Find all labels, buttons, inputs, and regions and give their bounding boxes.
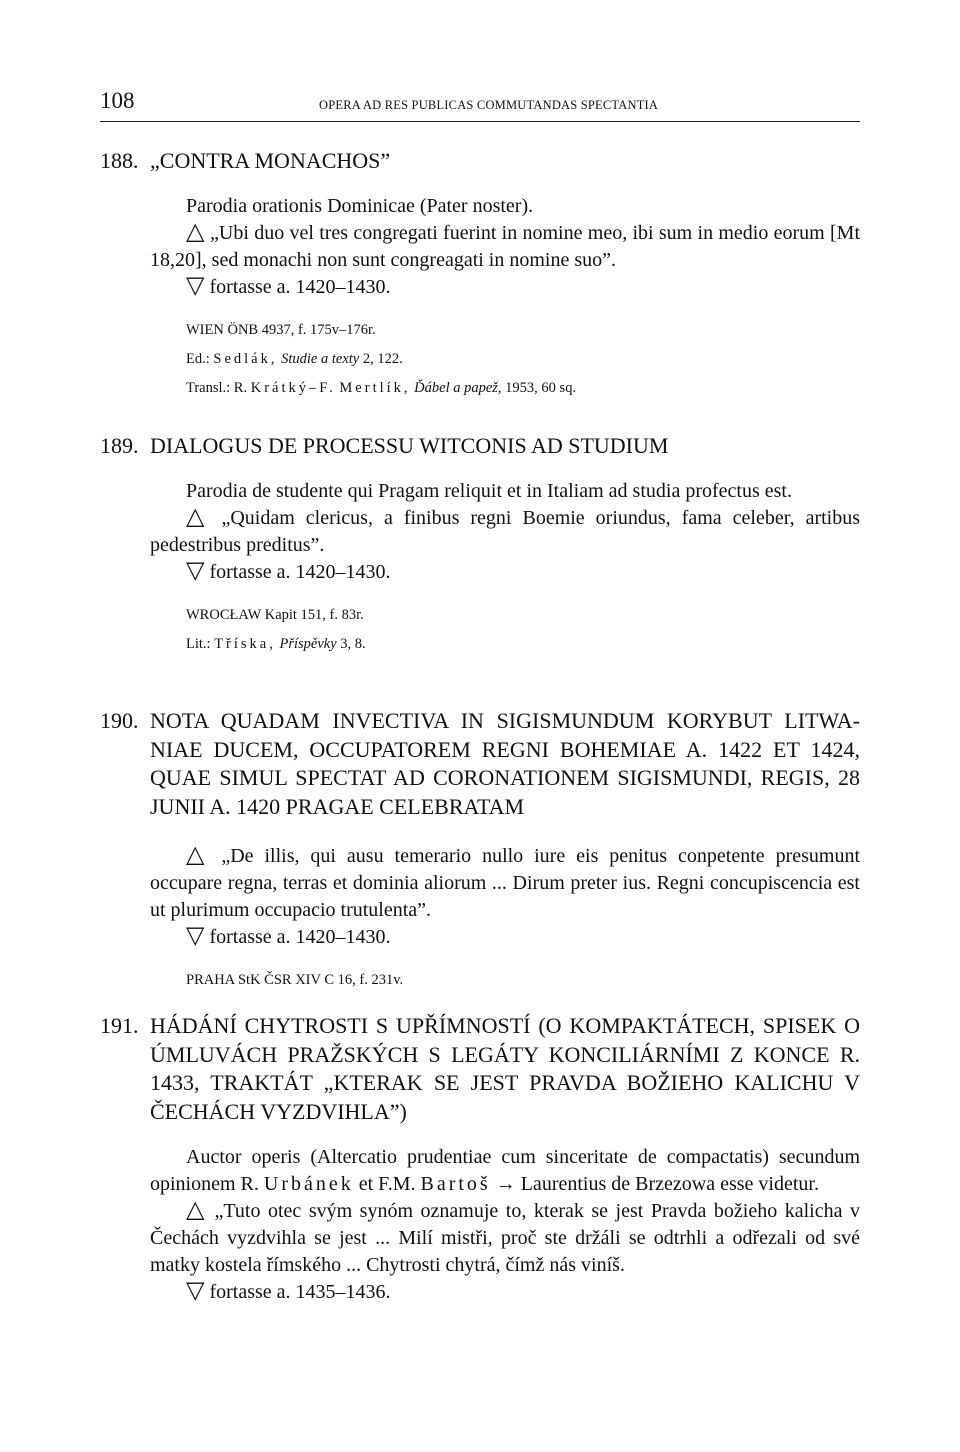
entry-incipit: △ „Tuto otec svým synóm oznamuje to, kterak se jest Pravda božieho kalicha v Čechách vyzdvihla se jest ... Milí mistři, proč ste držáli se odtrhli a odřezali od své matky kostela římského ... Chytrosti chytrá, čímž nás viníš. (150, 1197, 861, 1276)
edition: Ed.: Sedlák, Studie a texty 2, 122. (186, 350, 403, 367)
entry-date: ▽ fortasse a. 1420–1430. (186, 272, 391, 299)
entry-incipit: △ „Quidam clericus, a finibus regni Boemie oriundus, fama celeber, artibus pedestribus preditus”. (150, 503, 861, 556)
page-number: 108 (100, 88, 135, 113)
translation: Transl.: R. Krátký–F. Mertlík, Ďábel a papež, 1953, 60 sq. (186, 379, 577, 396)
entry-body (150, 478, 860, 586)
entry-188 (100, 147, 860, 397)
entry-date: ▽ fortasse a. 1435–1436. (186, 1278, 391, 1304)
entry-date: ▽ fortasse a. 1420–1430. (186, 923, 391, 949)
incipit-triangle-icon: △ (186, 1197, 207, 1223)
entry-description: Auctor operis (Altercatio prudentiae cum sinceritate de compactatis) secundum opinionem R. Urbánek et F.M. Bartoš → Laurentius de Brzezowa esse videtur. (150, 1146, 860, 1195)
entry-description: Parodia orationis Dominicae (Pater noster). (186, 194, 534, 217)
date-triangle-icon: ▽ (186, 1278, 205, 1304)
date-triangle-icon: ▽ (186, 923, 205, 949)
entry-heading: NOTA QUADAM INVECTIVA IN SIGISMUNDUM KORYBUT LITWANIAE DUCEM, OCCUPATOREM REGNI BOHEMIAE A. 1422 ET 1424, QUAE SIMUL SPECTAT AD CORONATIONEM SIGISMUNDI, REGIS, 28 JUNII A. 1420 PRAGAE CELEBRATAM (150, 708, 860, 819)
entry-heading: DIALOGUS DE PROCESSU WITCONIS AD STUDIUM (150, 433, 669, 458)
entry-189 (100, 432, 860, 653)
incipit-triangle-icon: △ (186, 218, 205, 245)
entry-number: 190. (100, 708, 139, 733)
entry-number: 188. (100, 148, 139, 173)
entry-number: 191. (100, 1013, 139, 1038)
date-triangle-icon: ▽ (186, 272, 205, 299)
entry-title (100, 1012, 860, 1126)
entry-date: ▽ fortasse a. 1420–1430. (186, 557, 391, 584)
date-triangle-icon: ▽ (186, 557, 205, 584)
manuscript: WROCŁAW Kapit 151, f. 83r. (186, 606, 364, 623)
arrow-icon: → (495, 1173, 516, 1195)
running-title: OPERA AD RES PUBLICAS COMMUTANDAS SPECTANTIA (319, 98, 659, 112)
entry-heading: „CONTRA MONACHOS” (150, 148, 391, 173)
entry-191 (100, 1012, 860, 1306)
manuscript: WIEN ÖNB 4937, f. 175v–176r. (186, 321, 376, 338)
entry-body (150, 193, 860, 301)
literature: Lit.: Tříska, Příspěvky 3, 8. (186, 635, 366, 652)
entry-incipit: △ „De illis, qui ausu temerario nullo iure eis penitus conpetente presumunt occupare regna, terras et dominia aliorum ... Dirum preter ius. Regni concupiscencia est ut plurimum occupacio trutulenta”. (150, 842, 861, 921)
manuscript: PRAHA StK ČSR XIV C 16, f. 231v. (186, 972, 404, 988)
entry-title (100, 147, 860, 176)
incipit-triangle-icon: △ (186, 842, 211, 868)
entry-heading: HÁDÁNÍ CHYTROSTI S UPŘÍMNOSTÍ (O KOMPAKTÁTECH, SPISEK O ÚMLUVÁCH PRAŽSKÝCH S LEGÁTY KONCILIÁRNÍMI Z KONCE R. 1433, TRAKTÁT „KTERAK SE JEST PRAVDA BOŽIEHO KALICHU V ČECHÁCH VYZDVIHLA”) (150, 1013, 860, 1124)
entry-incipit: △ „Ubi duo vel tres congregati fuerint in nomine meo, ibi sum in medio eorum [Mt 18,20], sed monachi non sunt congreagati in nomine suo”. (150, 218, 861, 271)
header-rule (100, 121, 860, 122)
entry-body (150, 843, 860, 951)
entry-body (150, 1144, 860, 1306)
entry-190 (100, 707, 860, 989)
entry-title (100, 432, 860, 461)
incipit-triangle-icon: △ (186, 503, 211, 530)
entry-description: Parodia de studente qui Pragam reliquit et in Italiam ad studia profectus est. (186, 479, 792, 502)
entry-title (100, 707, 860, 821)
entry-number: 189. (100, 433, 139, 458)
